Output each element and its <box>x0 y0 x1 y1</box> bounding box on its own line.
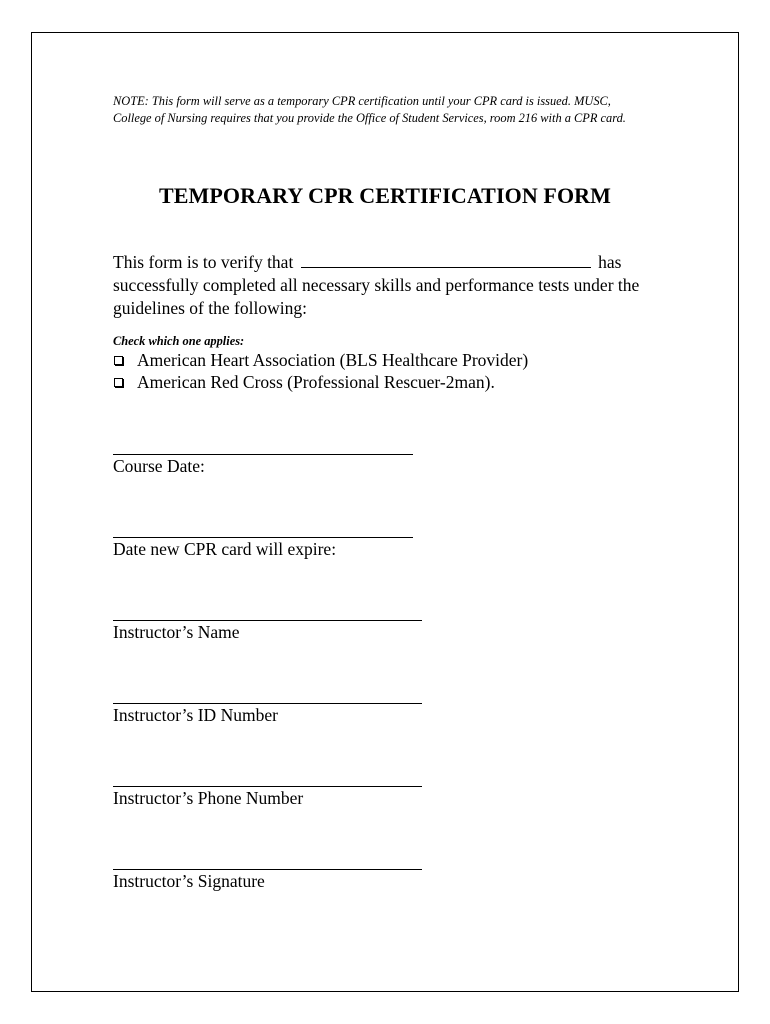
instructor-name-line[interactable] <box>113 620 422 621</box>
instructor-id-line[interactable] <box>113 703 422 704</box>
instructor-signature-label: Instructor’s Signature <box>113 871 265 891</box>
option-aha-label: American Heart Association (BLS Healthcare Provider) <box>137 350 529 370</box>
student-name-blank[interactable] <box>301 252 591 268</box>
intro-line-3: guidelines of the following: <box>113 298 307 318</box>
page-border <box>31 32 739 992</box>
option-arc[interactable] <box>113 371 528 393</box>
note-line-2: College of Nursing requires that you provide the Office of Student Services, room 216 with a CPR card. <box>113 111 626 125</box>
instructor-id-label: Instructor’s ID Number <box>113 705 278 725</box>
intro-text-has: has <box>598 252 622 272</box>
checkbox-arc[interactable] <box>114 378 123 387</box>
intro-paragraph <box>113 251 673 320</box>
option-aha[interactable] <box>113 349 528 371</box>
option-arc-label: American Red Cross (Professional Rescuer-2man). <box>137 372 495 392</box>
checkbox-aha[interactable] <box>114 356 123 365</box>
instructor-phone-label: Instructor’s Phone Number <box>113 788 304 808</box>
course-date-label: Course Date: <box>113 456 205 476</box>
course-date-line[interactable] <box>113 454 413 455</box>
note-text <box>113 93 673 127</box>
expire-date-label: Date new CPR card will expire: <box>113 539 337 559</box>
instructor-name-label: Instructor’s Name <box>113 622 240 642</box>
intro-line-2: successfully completed all necessary skills and performance tests under the <box>113 275 640 295</box>
check-heading: Check which one applies: <box>113 334 245 348</box>
note-line-1: NOTE: This form will serve as a temporary CPR certification until your CPR card is issued. MUSC, <box>113 94 611 108</box>
certification-options <box>113 349 528 393</box>
expire-date-line[interactable] <box>113 537 413 538</box>
instructor-signature-line[interactable] <box>113 869 422 870</box>
form-title: TEMPORARY CPR CERTIFICATION FORM <box>158 183 612 208</box>
instructor-phone-line[interactable] <box>113 786 422 787</box>
intro-text-start: This form is to verify that <box>113 252 294 272</box>
